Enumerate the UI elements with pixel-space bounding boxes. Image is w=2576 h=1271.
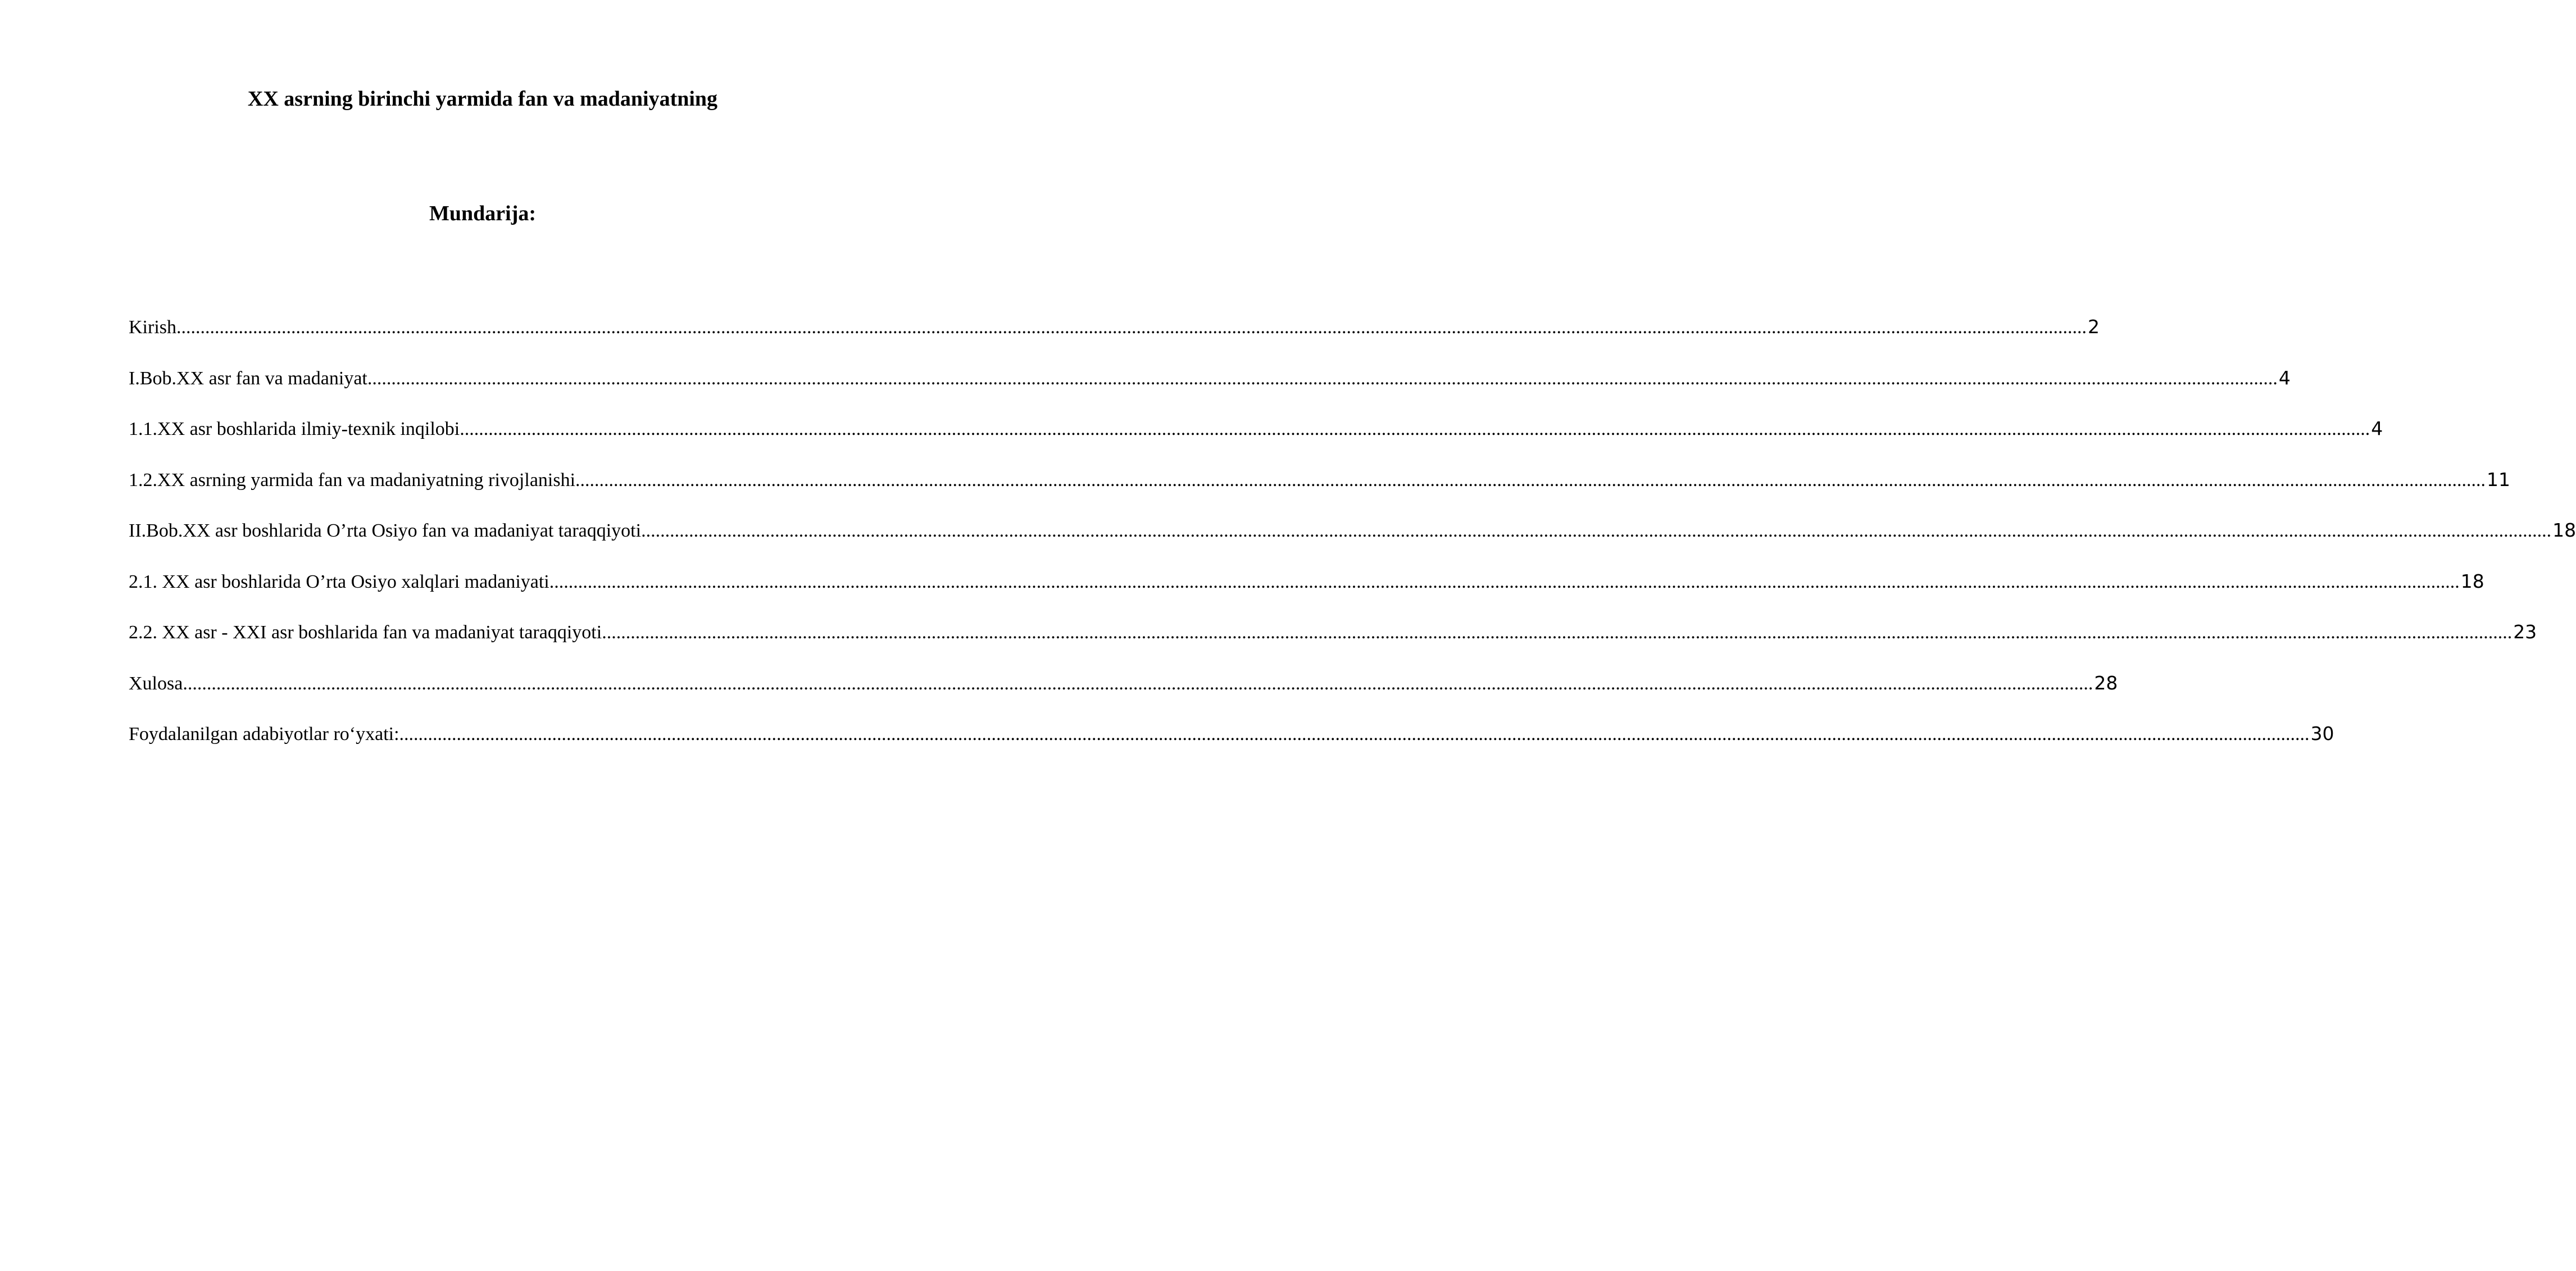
toc-page-number: 18 <box>2460 570 2484 592</box>
toc-dot-leader: ................................................................................................................................................................................................................................................................................................................................................................................................................ <box>399 724 2310 745</box>
toc-entry-xulosa[interactable] <box>129 671 2118 722</box>
toc-page-number: 11 <box>2487 468 2511 491</box>
toc-entry-bibliography[interactable] <box>129 721 2334 773</box>
toc-entry-kirish[interactable] <box>129 315 2100 366</box>
toc-entry-section-2-2[interactable] <box>129 620 2537 671</box>
toc-entry-label: Kirish <box>129 317 176 338</box>
toc-page-number: 18 <box>2552 519 2576 541</box>
toc-entry-label: 1.1.XX asr boshlarida ilmiy-texnik inqilobi <box>129 419 460 439</box>
toc-dot-leader: ................................................................................................................................................................................................................................................................................................................................................................................................................ <box>367 367 2278 389</box>
toc-entry-section-1-2[interactable] <box>129 467 2511 519</box>
toc-entry-chapter-1[interactable] <box>129 366 2291 417</box>
toc-page-number: 30 <box>2310 723 2334 745</box>
toc-page-number: 23 <box>2513 621 2537 643</box>
toc-dot-leader: ................................................................................................................................................................................................................................................................................................................................................................................................................ <box>549 571 2460 592</box>
toc-entry-section-1-1[interactable] <box>129 416 2383 467</box>
toc-dot-leader: ................................................................................................................................................................................................................................................................................................................................................................................................................ <box>602 622 2513 643</box>
toc-page-number: 2 <box>2088 316 2100 338</box>
toc-page-number: 28 <box>2094 671 2118 694</box>
toc-page-number: 4 <box>2278 366 2291 389</box>
toc-entry-label: 2.1. XX asr boshlarida O’rta Osiyo xalqlari madaniyati <box>129 571 549 592</box>
toc-dot-leader: ................................................................................................................................................................................................................................................................................................................................................................................................................ <box>176 317 2087 338</box>
toc-dot-leader: ................................................................................................................................................................................................................................................................................................................................................................................................................ <box>460 419 2370 439</box>
toc-entry-section-2-1[interactable] <box>129 569 2484 620</box>
document-title: XX asrning birinchi yarmida fan va madaniyatning <box>247 87 718 111</box>
toc-entry-label: I.Bob.XX asr fan va madaniyat <box>129 367 367 389</box>
toc-dot-leader: ................................................................................................................................................................................................................................................................................................................................................................................................................ <box>575 469 2486 491</box>
toc-dot-leader: ................................................................................................................................................................................................................................................................................................................................................................................................................ <box>183 673 2093 694</box>
toc-entry-chapter-2[interactable] <box>129 518 2576 569</box>
toc-entry-label: 2.2. XX asr - XXI asr boshlarida fan va madaniyat taraqqiyoti <box>129 622 602 643</box>
toc-entry-label: 1.2.XX asrning yarmida fan va madaniyatning rivojlanishi <box>129 469 576 491</box>
toc-dot-leader: ................................................................................................................................................................................................................................................................................................................................................................................................................ <box>641 520 2552 541</box>
toc-entry-label: Xulosa <box>129 673 183 694</box>
toc-entry-label: Foydalanilgan adabiyotlar ro‘yxati: <box>129 724 399 745</box>
toc-entry-label: II.Bob.XX asr boshlarida O’rta Osiyo fan va madaniyat taraqqiyoti <box>129 520 642 541</box>
toc-heading: Mundarija: <box>429 202 536 225</box>
table-of-contents <box>129 315 2576 773</box>
toc-page-number: 4 <box>2371 417 2383 439</box>
